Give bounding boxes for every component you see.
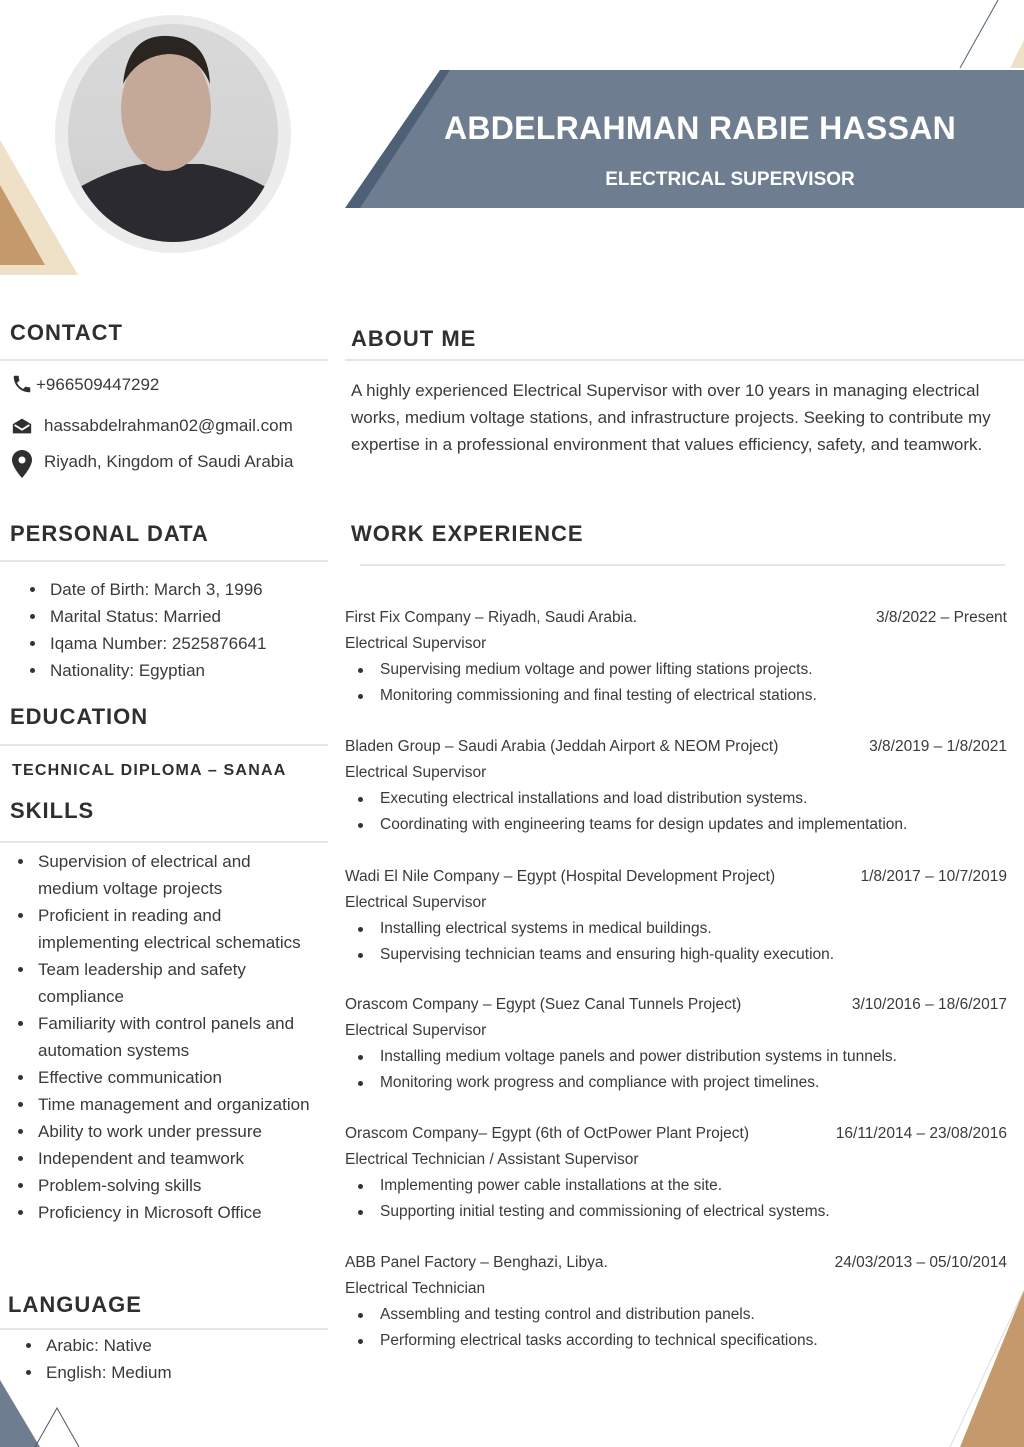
language-item: English: Medium	[18, 1359, 172, 1386]
location-pin-icon	[12, 450, 32, 478]
skill-item: Familiarity with control panels and automation systems	[10, 1010, 310, 1064]
phone-number[interactable]: +966509447292	[36, 375, 160, 394]
job-dates: 1/8/2017 – 10/7/2019	[860, 868, 1007, 885]
job-company: First Fix Company – Riyadh, Saudi Arabia.	[345, 609, 638, 626]
job-bullet: Monitoring work progress and compliance with project timelines.	[345, 1070, 1007, 1096]
divider	[0, 744, 328, 746]
email-address[interactable]: hassabdelrahman02@gmail.com	[44, 416, 293, 435]
personal-item: Date of Birth: March 3, 1996	[22, 576, 266, 603]
job-company: ABB Panel Factory – Benghazi, Libya.	[345, 1254, 608, 1271]
email-icon	[11, 416, 33, 436]
skill-item: Ability to work under pressure	[10, 1118, 310, 1145]
personal-item: Nationality: Egyptian	[22, 657, 266, 684]
job-entry	[345, 864, 1007, 968]
job-dates: 3/8/2019 – 1/8/2021	[869, 738, 1007, 755]
job-company: Orascom Company – Egypt (Suez Canal Tunnels Project)	[345, 996, 742, 1013]
job-bullet: Implementing power cable installations at the site.	[345, 1173, 1007, 1199]
job-entry	[345, 734, 1007, 838]
candidate-name: ABDELRAHMAN RABIE HASSAN	[443, 110, 957, 146]
job-company: Bladen Group – Saudi Arabia (Jeddah Airport & NEOM Project)	[345, 738, 779, 755]
language-list	[18, 1332, 172, 1386]
job-role: Electrical Supervisor	[345, 764, 487, 781]
job-bullet: Supervising technician teams and ensuring high-quality execution.	[345, 942, 1007, 968]
skill-item: Proficient in reading and implementing electrical schematics	[10, 902, 310, 956]
job-entry	[345, 992, 1007, 1096]
job-dates: 24/03/2013 – 05/10/2014	[834, 1254, 1007, 1271]
personal-data-list	[22, 576, 266, 684]
job-dates: 3/8/2022 – Present	[876, 609, 1007, 626]
contact-heading: CONTACT	[10, 320, 123, 345]
job-role: Electrical Supervisor	[345, 635, 487, 652]
job-bullet: Supervising medium voltage and power lifting stations projects.	[345, 657, 1007, 683]
divider	[0, 560, 328, 562]
language-heading: LANGUAGE	[8, 1292, 142, 1317]
job-company: Orascom Company– Egypt (6th of OctPower Plant Project)	[345, 1125, 750, 1142]
job-bullet: Installing electrical systems in medical buildings.	[345, 916, 1007, 942]
job-bullet: Monitoring commissioning and final testing of electrical stations.	[345, 683, 1007, 709]
job-role: Electrical Supervisor	[345, 894, 487, 911]
about-heading: ABOUT ME	[351, 326, 477, 351]
education-heading: EDUCATION	[10, 704, 149, 729]
skill-item: Supervision of electrical and medium voltage projects	[10, 848, 310, 902]
divider	[345, 359, 1024, 361]
job-bullet: Performing electrical tasks according to technical specifications.	[345, 1328, 1007, 1354]
divider	[360, 564, 1005, 566]
language-item: Arabic: Native	[18, 1332, 172, 1359]
job-dates: 3/10/2016 – 18/6/2017	[851, 996, 1007, 1013]
divider	[0, 1328, 328, 1330]
job-bullet: Assembling and testing control and distribution panels.	[345, 1302, 1007, 1328]
education-degree: TECHNICAL DIPLOMA – SANAA	[12, 762, 287, 779]
job-company: Wadi El Nile Company – Egypt (Hospital Development Project)	[345, 868, 776, 885]
personal-item: Marital Status: Married	[22, 603, 266, 630]
skill-item: Time management and organization	[10, 1091, 310, 1118]
job-dates: 16/11/2014 – 23/08/2016	[835, 1125, 1007, 1142]
skill-item: Independent and teamwork	[10, 1145, 310, 1172]
job-role: Electrical Supervisor	[345, 1022, 487, 1039]
location: Riyadh, Kingdom of Saudi Arabia	[44, 452, 294, 471]
job-role: Electrical Technician	[345, 1280, 486, 1297]
divider	[0, 841, 328, 843]
divider	[0, 359, 328, 361]
skill-item: Effective communication	[10, 1064, 310, 1091]
skill-item: Problem-solving skills	[10, 1172, 310, 1199]
personal-item: Iqama Number: 2525876641	[22, 630, 266, 657]
profile-photo	[68, 24, 278, 242]
job-bullet: Supporting initial testing and commissioning of electrical systems.	[345, 1199, 1007, 1225]
skill-item: Proficiency in Microsoft Office	[10, 1199, 310, 1226]
job-bullet: Executing electrical installations and load distribution systems.	[345, 786, 1007, 812]
job-entry	[345, 1121, 1007, 1225]
personal-data-heading: PERSONAL DATA	[10, 521, 209, 546]
job-entry	[345, 605, 1007, 709]
skill-item: Team leadership and safety compliance	[10, 956, 310, 1010]
phone-icon	[11, 372, 33, 396]
candidate-title: ELECTRICAL SUPERVISOR	[605, 169, 855, 190]
job-bullet: Installing medium voltage panels and power distribution systems in tunnels.	[345, 1044, 1007, 1070]
job-role: Electrical Technician / Assistant Supervisor	[345, 1151, 639, 1168]
skills-heading: SKILLS	[10, 798, 95, 823]
skills-list	[10, 848, 310, 1226]
job-entry	[345, 1250, 1007, 1354]
about-text: A highly experienced Electrical Supervisor with over 10 years in managing electrical works, medium voltage stations, and infrastructure projects. Seeking to contribute my expertise in a professional environment that values efficiency, safety, and teamwork.	[351, 381, 991, 454]
work-experience-heading: WORK EXPERIENCE	[351, 521, 584, 546]
job-bullet: Coordinating with engineering teams for design updates and implementation.	[345, 812, 1007, 838]
